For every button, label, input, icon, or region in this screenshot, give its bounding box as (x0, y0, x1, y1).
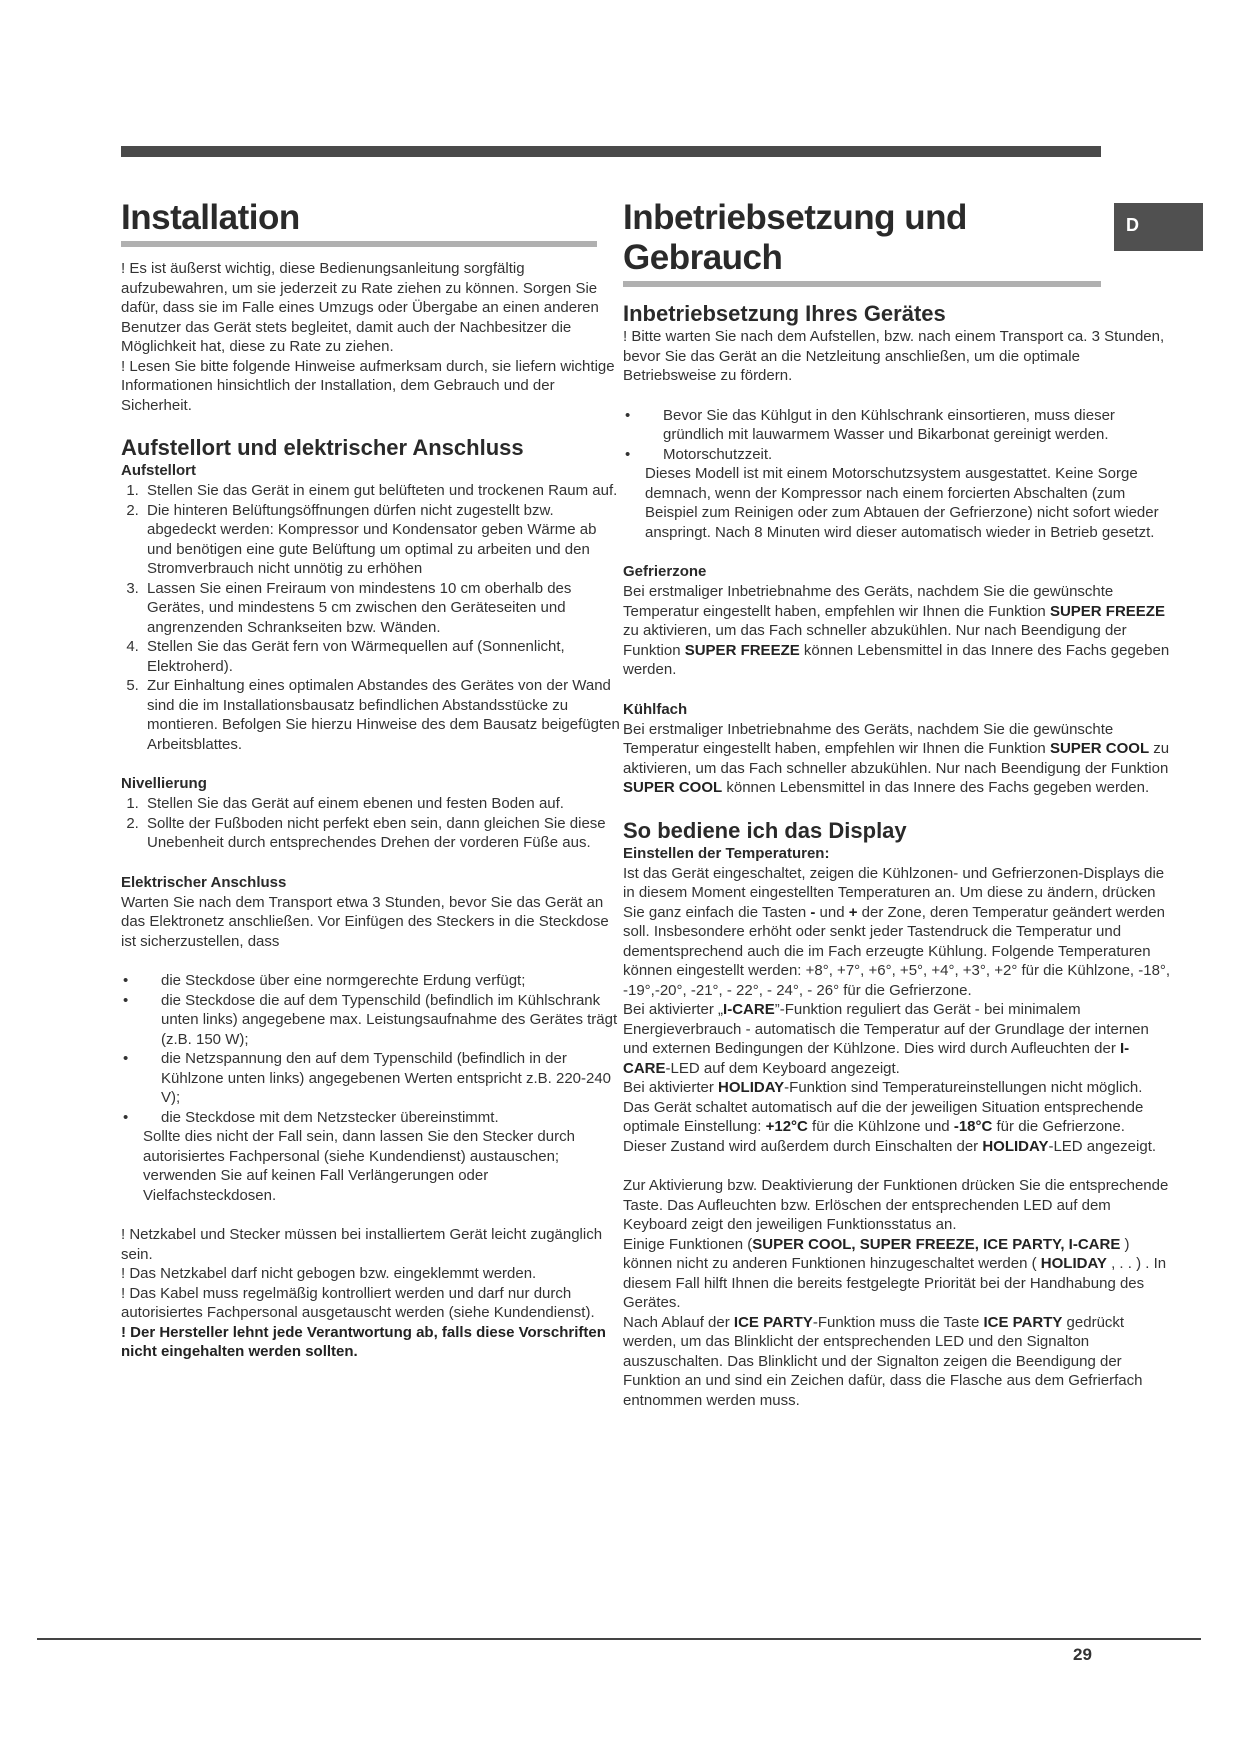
top-rule (121, 146, 1101, 157)
temperature-paragraph: Ist das Gerät eingeschaltet, zeigen die Kühlzonen- und Gefrierzonen-Displays die in diesem Moment eingestellten Temperaturen an. Um diese zu ändern, drücken Sie ganz einfach die Tasten - und + der Zone, deren Temperatur geändert werden soll. Insbesondere erhöht oder senkt jeder Tastendruck die Temperatur und dementsprechend auch die im Fach erzeugte Kühlung. Folgende Temperaturen können eingestellt werden: +8°, +7°, +6°, +5°, +4°, +3°, +2° für die Kühlzone, -18°, -19°,-20°, -21°, - 22°, - 24°, - 26° für die Gefrierzone. (623, 864, 1171, 999)
subsection-title: Kühlfach (623, 700, 688, 718)
iceparty-paragraph: Nach Ablauf der ICE PARTY-Funktion muss die Taste ICE PARTY gedrückt werden, um das Blinklicht der entsprechenden LED und den Signalton auszuschalten. Das Blinklicht und der Signalton zeigen die Beendigung der Funktion an und sind ein Zeichen dafür, dass die Flasche aus dem Gefrierfach entnommen werden muss. (623, 1313, 1143, 1409)
page-number: 29 (1073, 1645, 1092, 1664)
nivellierung-list (121, 794, 623, 853)
subsection-title: Nivellierung (121, 775, 207, 792)
intro-paragraph: ! Es ist äußerst wichtig, diese Bedienungsanleitung sorgfältig aufzubewahren, um sie jederzeit zu Rate ziehen zu können. Sorgen Sie dafür, dass sie im Falle eines Umzugs oder Übergabe an einen anderen Benutzer das Gerät stets begleitet, damit auch der Nachbesitzer die Möglichkeit hat, diese zu Rate zu ziehen. (121, 260, 599, 355)
list-item: 2. Die hinteren Belüftungsöffnungen dürfen nicht zugestellt bzw. abgedeckt werden: Kompressor und Kondensator geben Wärme ab und benötigen eine gute Belüftung um optimal zu arbeiten und den Stromverbrauch nicht unnötig zu erhöhen (143, 501, 623, 579)
icare-paragraph: Bei aktivierter „I-CARE”-Funktion reguliert das Gerät - bei minimalem Energieverbrauch - automatisch die Temperatur auf der Grundlage der internen und externen Bedingungen der Kühlzone. Dies wird durch Aufleuchten der I-CARE-LED auf dem Keyboard angezeigt. (623, 1001, 1149, 1077)
subsection-title: Einstellen der Temperaturen: (623, 844, 830, 862)
setup-list (623, 406, 1171, 465)
list-item: • die Netzspannung den auf dem Typenschild (befindlich in der Kühlzone unten links) angegebenen Werten entspricht z.B. 220-240 V); (143, 1049, 623, 1108)
section-title: So bediene ich das Display (623, 817, 907, 843)
gefrier-paragraph: Bei erstmaliger Inbetriebnahme des Geräts, nachdem Sie die gewünschte Temperatur eingestellt haben, empfehlen wir Ihnen die Funktion SUPER FREEZE zu aktivieren, um das Fach schneller abzukühlen. Nur nach Beendigung der Funktion SUPER FREEZE können Lebensmittel in das Innere des Fachs gegeben werden. (623, 583, 1170, 678)
list-item: • Motorschutzzeit. (645, 445, 1171, 465)
functions-paragraph: Einige Funktionen (SUPER COOL, SUPER FREEZE, ICE PARTY, I-CARE ) können nicht zu anderen Funktionen hinzugeschaltet werden ( HOLIDAY , . . ) . In diesem Fall hilft Ihnen die bereits festgelegte Priorität bei der Handhabung des Gerätes. (623, 1235, 1167, 1311)
holiday-paragraph: Bei aktivierter HOLIDAY-Funktion sind Temperatureinstellungen nicht möglich. Das Gerät schaltet automatisch auf die der jeweiligen Situation entsprechende optimale Einstellung: +12°C für die Kühlzone und -18°C für die Gefrierzone. Dieser Zustand wird außerdem durch Einschalten der HOLIDAY-LED angezeigt. (623, 1079, 1157, 1155)
kuehl-paragraph: Bei erstmaliger Inbetriebnahme des Geräts, nachdem Sie die gewünschte Temperatur eingestellt haben, empfehlen wir Ihnen die Funktion SUPER COOL zu aktivieren, um das Fach schneller abzukühlen. Nur nach Beendigung der Funktion SUPER COOL können Lebensmittel in das Innere des Fachs gegeben werden. (623, 720, 1170, 796)
subsection-title: Aufstellort (121, 462, 196, 479)
language-tab: D (1114, 203, 1203, 251)
list-item: 5. Zur Einhaltung eines optimalen Abstandes des Gerätes von der Wand sind die im Installationsbausatz befindlichen Abstandsstücke zu montieren. Befolgen Sie hierzu Hinweise des dem Bausatz beigefügten Arbeitsblattes. (143, 676, 623, 754)
list-item: 2. Sollte der Fußboden nicht perfekt eben sein, dann gleichen Sie diese Unebenheit durch entsprechendes Drehen der vorderen Füße aus. (143, 814, 623, 853)
list-item: • die Steckdose über eine normgerechte Erdung verfügt; (143, 971, 623, 991)
list-item: • die Steckdose die auf dem Typenschild (befindlich im Kühlschrank unten links) angegebene max. Leistungsaufnahme des Gerätes trägt (z.B. 150 W); (143, 991, 623, 1050)
section-title: Aufstellort und elektrischer Anschluss (121, 435, 524, 460)
intro-paragraph: ! Lesen Sie bitte folgende Hinweise aufmerksam durch, sie liefern wichtige Informationen hinsichtlich der Installation, dem Gebrauch und der Sicherheit. (121, 357, 615, 414)
list-item: 3. Lassen Sie einen Freiraum von mindestens 10 cm oberhalb des Gerätes, und mindestens 5 cm zwischen den Geräteseiten und angrenzenden Schrankseiten bzw. Wänden. (143, 579, 623, 638)
installation-title: Installation (121, 198, 300, 237)
aufstellort-list (121, 481, 623, 754)
right-column (623, 198, 1171, 1410)
motor-text: Dieses Modell ist mit einem Motorschutzsystem ausgestattet. Keine Sorge demnach, wenn der Kompressor nach einem forcierten Abschalten (zum Beispiel zum Reinigen oder zum Abtauen der Gefrierzone) nicht sofort wieder anspringt. Nach 8 Minuten wird dieser automatisch wieder in Betrieb gesetzt. (645, 465, 1159, 541)
list-item: • die Steckdose mit dem Netzstecker übereinstimmt. (143, 1108, 623, 1128)
list-item: 1. Stellen Sie das Gerät in einem gut belüfteten und trockenen Raum auf. (143, 481, 623, 501)
usage-title (623, 198, 1171, 278)
warning-text: ! Bitte warten Sie nach dem Aufstellen, bzw. nach einem Transport ca. 3 Stunden, bevor Sie das Gerät an die Netzleitung anschließen, um die optimale Betriebsweise zu fördern. (623, 328, 1165, 384)
anschluss-intro: Warten Sie nach dem Transport etwa 3 Stunden, bevor Sie das Gerät an das Elektronetz anschließen. Vor Einfügen des Steckers in die Steckdose ist sicherzustellen, dass (121, 893, 609, 950)
bottom-rule (37, 1638, 1201, 1640)
subsection-title: Gefrierzone (623, 563, 707, 580)
anschluss-list (121, 971, 623, 1127)
left-column (121, 198, 623, 1362)
activation-paragraph: Zur Aktivierung bzw. Deaktivierung der Funktionen drücken Sie die entsprechende Taste. Das Aufleuchten bzw. Erlöschen der entsprechenden LED auf dem Keyboard zeigt den jeweiligen Funktionsstatus an. (623, 1177, 1169, 1233)
usage-title-line2: Gebrauch (623, 238, 783, 277)
warning-text: ! Das Kabel muss regelmäßig kontrolliert werden und darf nur durch autorisiertes Fachpersonal ausgetauscht werden (siehe Kundendienst). (121, 1284, 595, 1321)
list-item: • Bevor Sie das Kühlgut in den Kühlschrank einsortieren, muss dieser gründlich mit lauwarmem Wasser und Bikarbonat gereinigt werden. (645, 406, 1171, 445)
list-item: 4. Stellen Sie das Gerät fern von Wärmequellen auf (Sonnenlicht, Elektroherd). (143, 637, 623, 676)
subsection-title: Elektrischer Anschluss (121, 873, 287, 891)
warning-text: ! Das Netzkabel darf nicht gebogen bzw. eingeklemmt werden. (121, 1265, 537, 1282)
section-title: Inbetriebsetzung Ihres Gerätes (623, 301, 946, 326)
list-item: 1. Stellen Sie das Gerät auf einem ebenen und festen Boden auf. (143, 794, 623, 814)
anschluss-after: Sollte dies nicht der Fall sein, dann lassen Sie den Stecker durch autorisiertes Fachpersonal (siehe Kundendienst) austauschen; verwenden Sie auf keinen Fall Verlängerungen oder Vielfachsteckdosen. (143, 1128, 575, 1204)
usage-title-line1: Inbetriebsetzung und (623, 198, 967, 237)
warning-text: ! Netzkabel und Stecker müssen bei installiertem Gerät leicht zugänglich sein. (121, 1226, 603, 1263)
final-warning: ! Der Hersteller lehnt jede Verantwortung ab, falls diese Vorschriften nicht eingehalten werden sollten. (121, 1323, 606, 1360)
